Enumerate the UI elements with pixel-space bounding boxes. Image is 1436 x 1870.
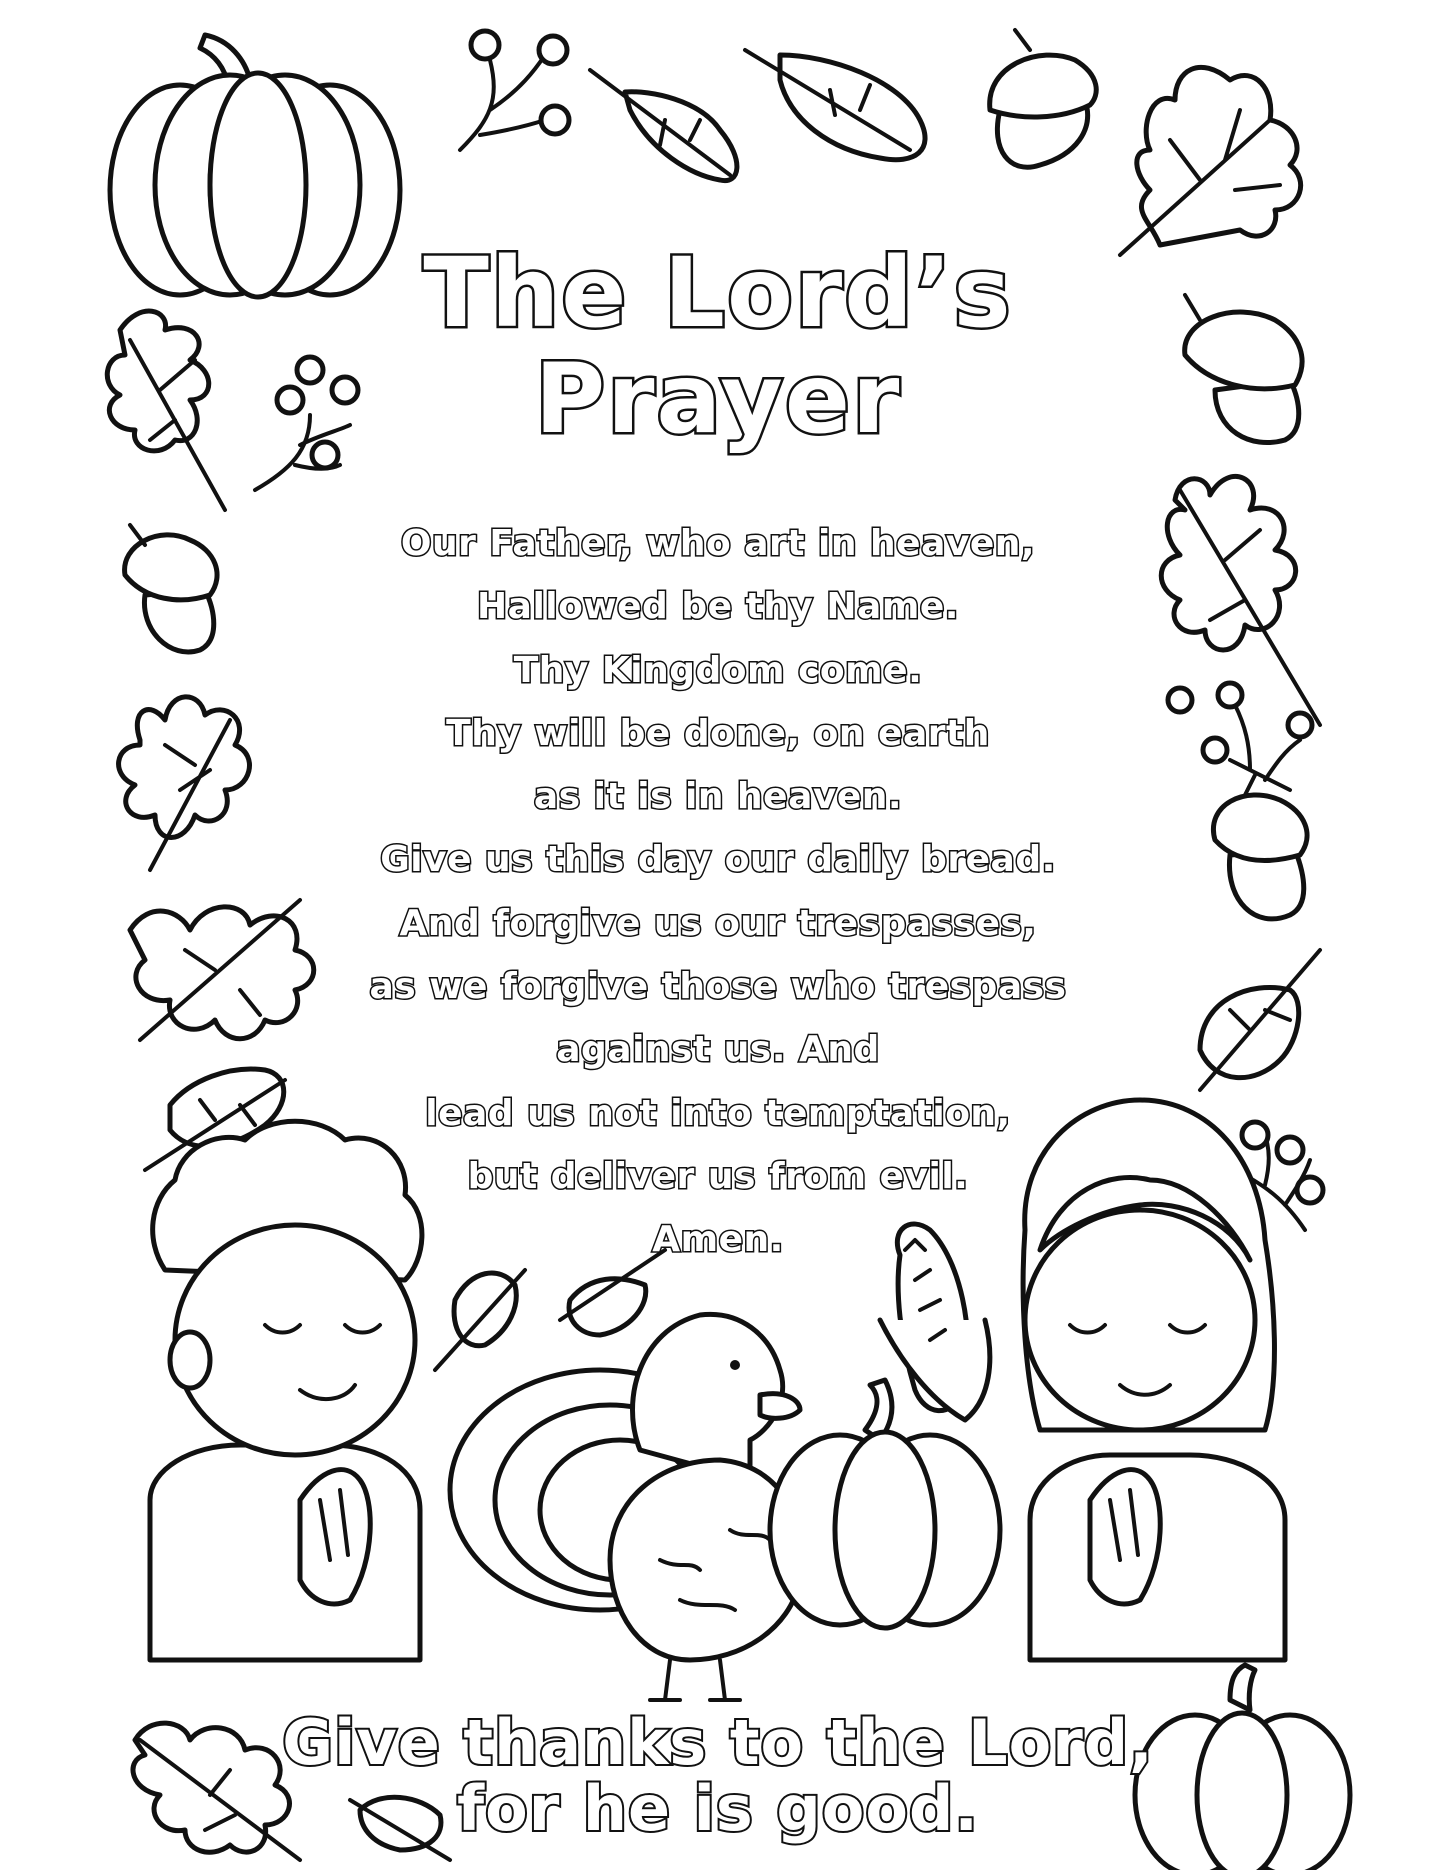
- prayer-line: Hallowed be thy Name.: [477, 586, 959, 628]
- leaf-icon: [590, 70, 737, 181]
- page-title: [0, 237, 1436, 455]
- prayer-line: as we forgive those who trespass: [369, 966, 1067, 1008]
- footer-line-2: for he is good.: [457, 1772, 979, 1845]
- prayer-line: Our Father, who art in heaven,: [400, 523, 1036, 564]
- prayer-line: Thy Kingdom come.: [513, 649, 923, 691]
- maple-leaf-icon: [1120, 67, 1301, 255]
- acorn-icon: [990, 30, 1097, 167]
- berry-branch-icon: [460, 31, 569, 150]
- title-line-2: Prayer: [534, 343, 902, 455]
- prayer-line: And forgive us our trespasses,: [399, 902, 1037, 944]
- footer-line-1: Give thanks to the Lord,: [282, 1706, 1154, 1779]
- turkey: [450, 1314, 802, 1700]
- prayer-line: against us. And: [556, 1029, 880, 1071]
- prayer-line: Thy will be done, on earth: [446, 712, 990, 754]
- prayer-line: as it is in heaven.: [533, 776, 903, 818]
- prayer-line: lead us not into temptation,: [425, 1092, 1011, 1134]
- leaf-icon: [745, 50, 925, 160]
- prayer-line: Give us this day our daily bread.: [380, 839, 1056, 881]
- prayer-line: Amen.: [652, 1219, 784, 1261]
- prayer-text: [0, 512, 1436, 1272]
- leaf-icon: [435, 1270, 525, 1370]
- footer-verse: [0, 1706, 1436, 1845]
- prayer-line: but deliver us from evil.: [467, 1155, 969, 1197]
- title-line-1: The Lord’s: [423, 237, 1013, 349]
